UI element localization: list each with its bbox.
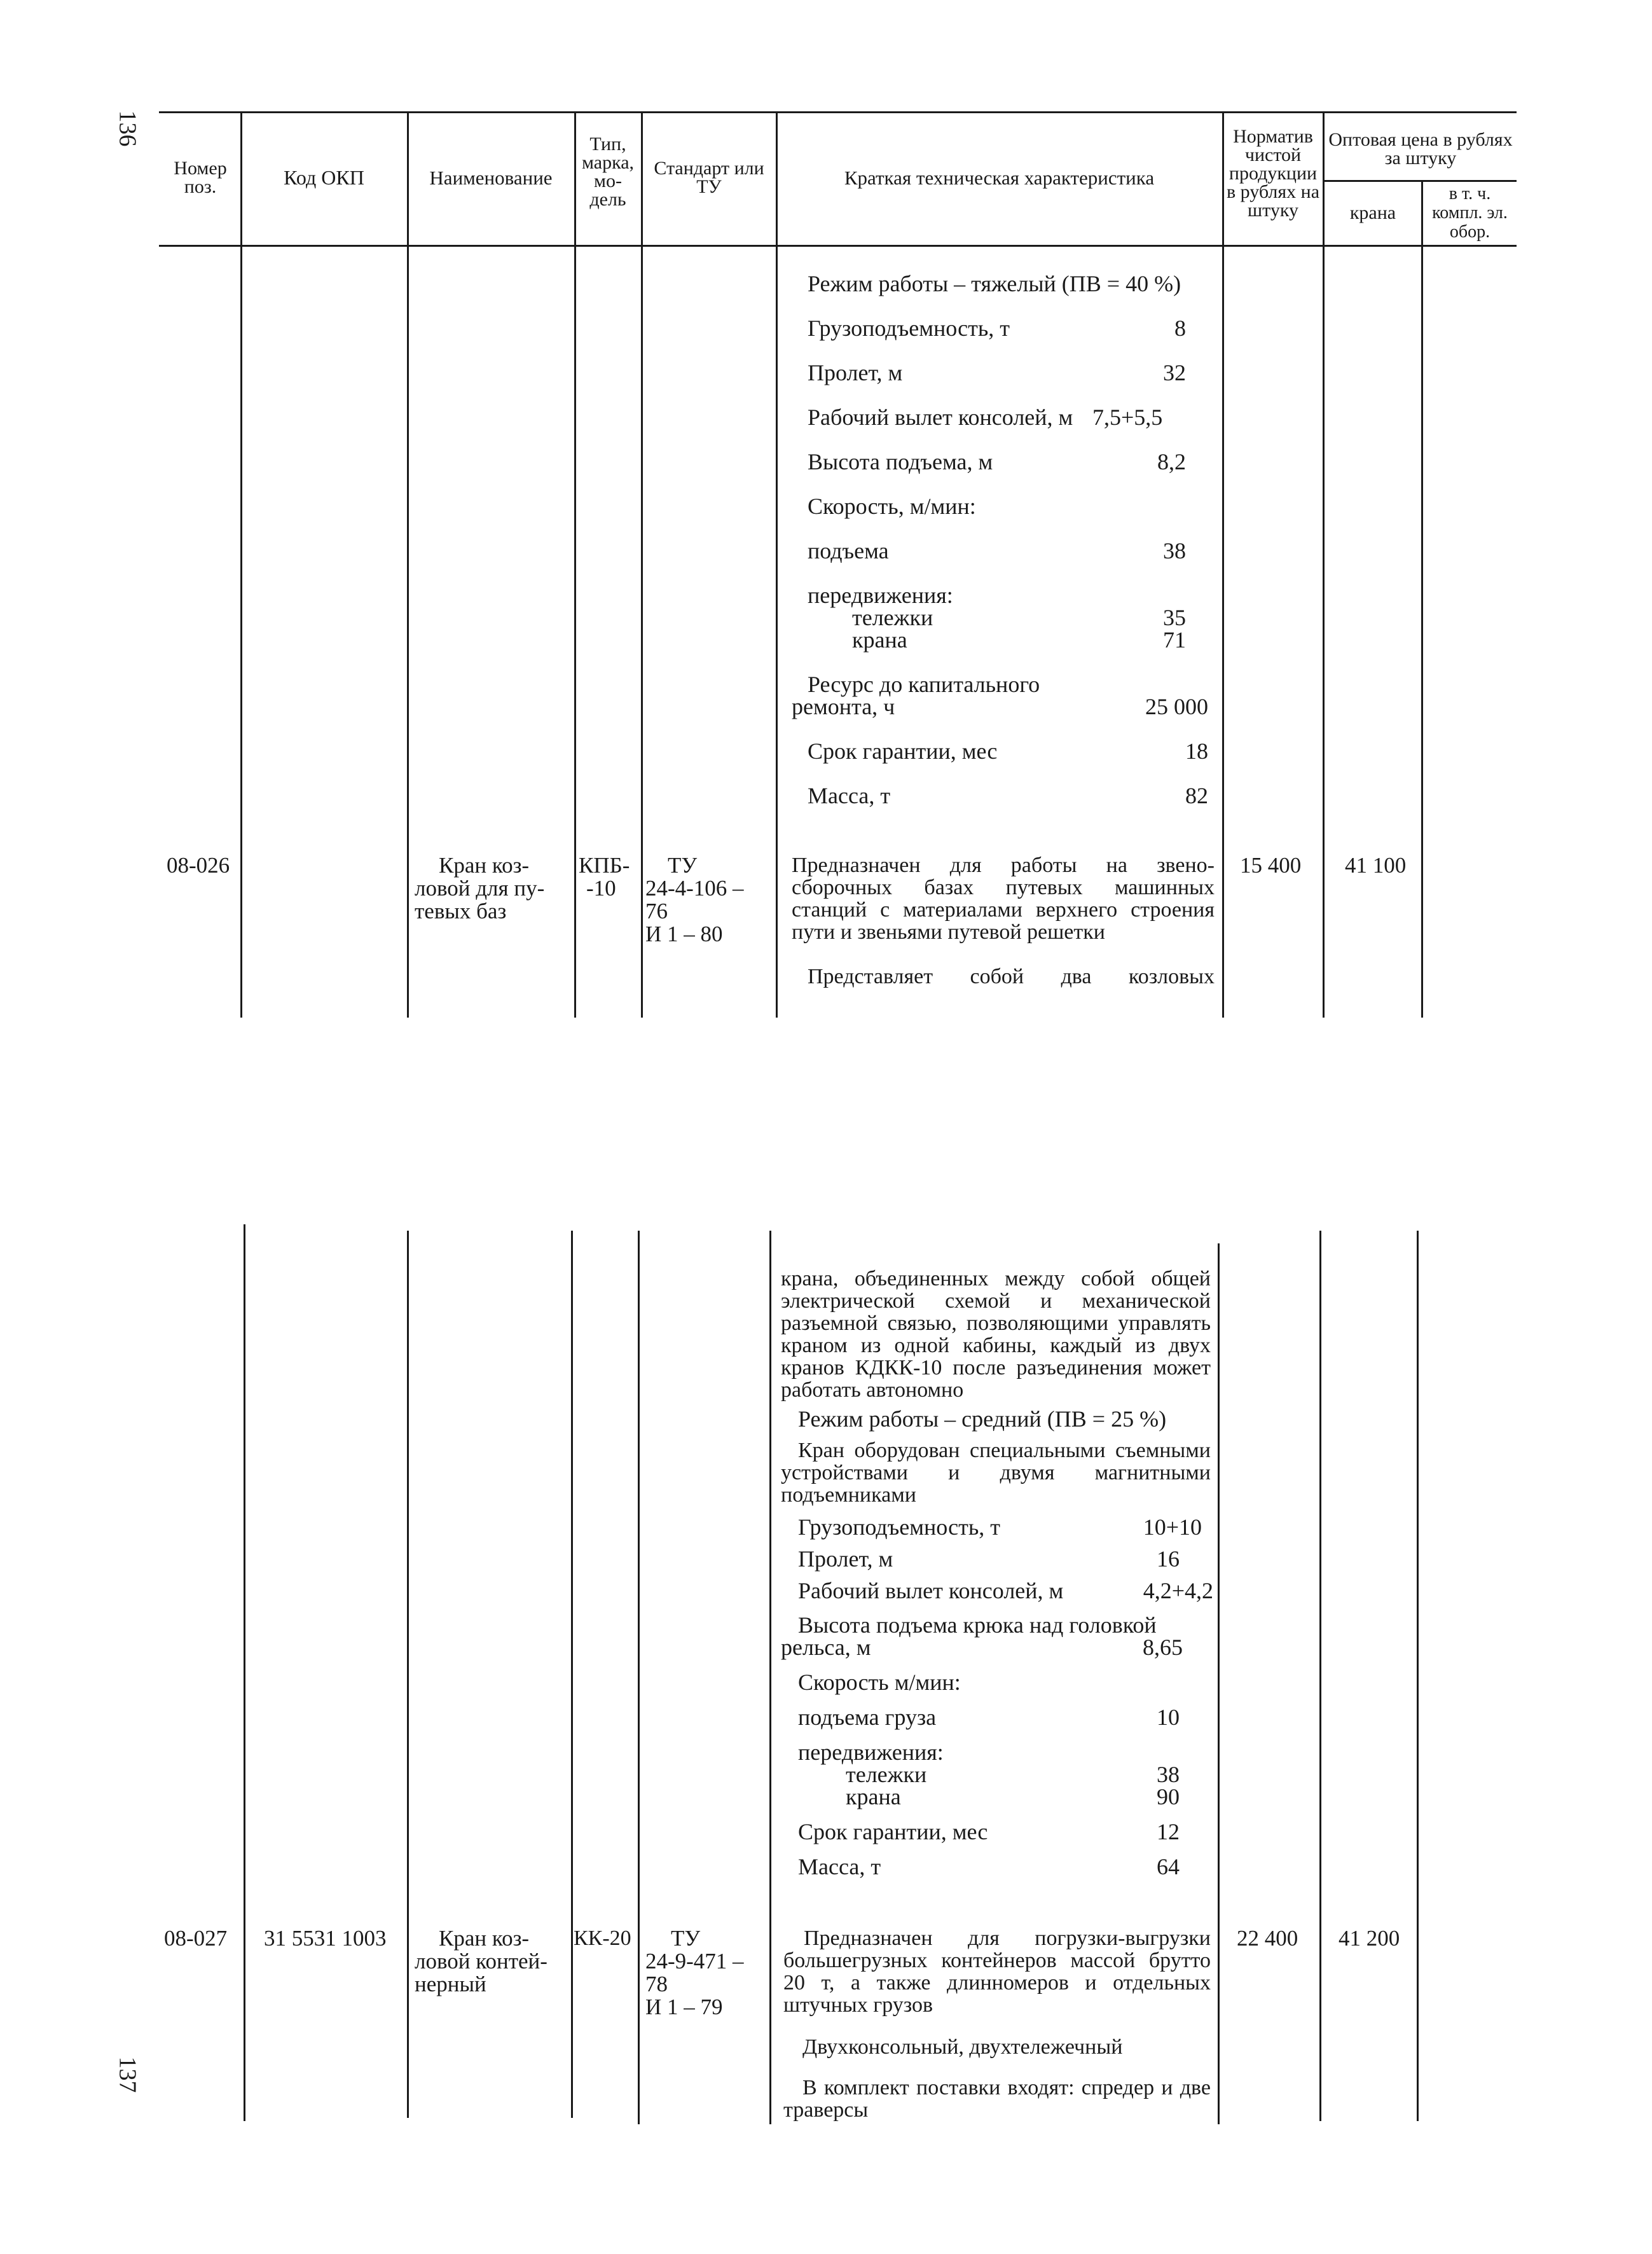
item2-pos: 08-027 [164,1926,228,1951]
col2-rule-6 [1218,1243,1220,2124]
item1-standard-line4: И 1 – 80 [645,922,723,946]
spec1-warranty-value: 18 [1185,738,1208,764]
item1-pos: 08-026 [167,853,230,878]
header-norm: Норматив чистой продукции в рублях на штуку [1226,126,1320,221]
header-price-equip: в т. ч. компл. эл. обор. [1432,184,1508,242]
item2-equipment-text: Кран оборудован специальными съемными устройствами и двумя магнитными подъемниками [781,1439,1211,1507]
col-rule-6 [1222,111,1224,1018]
spec1-trolley-value: 35 [1163,605,1186,630]
spec1-repair-value: 25 000 [1145,694,1208,719]
spec1-crane-label: крана [852,627,907,653]
spec1-load-value: 8 [1174,315,1186,341]
price-sub-rule [1323,180,1517,182]
col-rule-3 [574,111,576,1018]
spec1-crane-value: 71 [1163,627,1186,653]
item1-standard-line3: 76 [645,899,668,923]
header-name: Наименование [429,167,553,189]
spec1-reach-value: 7,5+5,5 [1092,404,1163,430]
item2-type-line1: КК-20 [574,1926,631,1950]
col2-rule-1 [244,1224,245,2121]
spec2-trolley-value: 38 [1157,1762,1180,1787]
col-rule-5 [776,111,778,1018]
spec1-span-label: Пролет, м [808,360,903,385]
spec2-travel-label: передвижения: [798,1739,944,1765]
spec1-resource-label: Ресурс до капитального [808,672,1040,697]
header-bottom-rule [159,245,1517,247]
spec2-crane-value: 90 [1157,1784,1180,1809]
item1-name-line2: ловой для пу- [415,876,545,901]
header-tech: Краткая техническая характеристика [844,167,1155,189]
item1-name-line3: тевых баз [415,899,507,923]
spec1-reach-label: Рабочий вылет консолей, м [808,404,1073,430]
item2-standard-line1: ТУ [671,1926,701,1951]
spec2-reach-value: 4,2+4,2 [1143,1578,1213,1603]
col-rule-8 [1421,180,1423,1018]
header-okp: Код ОКП [284,166,364,189]
item1-norm: 15 400 [1240,853,1302,878]
item2-name-line2: ловой контей- [415,1949,547,1974]
item1-standard-line1: ТУ [668,853,698,878]
spec2-rail-value: 8,65 [1143,1635,1183,1660]
item2-okp: 31 5531 1003 [264,1926,387,1951]
spec1-mass-value: 82 [1185,783,1208,808]
spec2-span-value: 16 [1157,1546,1180,1572]
spec2-warranty-label: Срок гарантии, мес [798,1819,988,1844]
col-rule-1 [240,111,242,1018]
spec2-span-label: Пролет, м [798,1546,893,1572]
col2-rule-3 [571,1231,573,2118]
spec1-speed-label: Скорость, м/мин: [808,494,976,519]
header-price: Оптовая цена в рублях за штуку [1328,129,1513,169]
item2-description: Предназначен для погрузки-выгрузки большегрузных контейнеров массой брутто 20 т, а также длинномеров и отдельных штучных грузов [783,1926,1211,2017]
item1-description: Предназначен для работы на звено-сборочных базах путевых машинных станций с материалами верхнего строения пути и звеньями путевой решетки [792,854,1215,944]
item1-type-line2: -10 [586,876,616,901]
spec1-trolley-label: тележки [852,605,933,630]
header-type: Тип, марка, мо- дель [581,134,635,210]
col-rule-2 [407,111,409,1018]
col-rule-4 [641,111,643,1018]
spec1-height-value: 8,2 [1157,449,1186,474]
item2-standard-line2: 24-9-471 – [645,1949,744,1974]
col2-rule-2 [407,1231,409,2118]
spec2-height-label: Высота подъема крюка над головкой [798,1612,1157,1638]
spec1-lift-value: 38 [1163,538,1186,564]
spec2-mode: Режим работы – средний (ПВ = 25 %) [798,1406,1167,1432]
col2-rule-7 [1319,1231,1321,2121]
spec2-speed-label: Скорость м/мин: [798,1670,961,1695]
col2-rule-5 [769,1231,771,2124]
spec2-mass-value: 64 [1157,1854,1180,1879]
spec1-mass-label: Масса, т [808,783,891,808]
spec1-travel-label: передвижения: [808,583,953,608]
col-rule-7 [1323,111,1325,1018]
spec2-mass-label: Масса, т [798,1854,881,1879]
header-standard: Стандарт или ТУ [654,158,764,197]
item2-description-2: Двухконсольный, двухтележечный [802,2035,1123,2059]
spec2-rail-label: рельса, м [781,1635,871,1660]
item2-name-line1: Кран коз- [439,1926,530,1951]
spec2-trolley-label: тележки [846,1762,927,1787]
header-pos: Номер поз. [174,158,227,197]
spec1-span-value: 32 [1163,360,1186,385]
item2-intro: крана, объединенных между собой общей электрической схемой и механической разъемной связью, позволяющими управлять краном из одной кабины, каждый из двух кранов КДКК-10 после разъединения может работать автономно [781,1267,1211,1402]
item1-description-2: Представляет собой два козловых [808,965,1215,988]
item1-price: 41 100 [1345,853,1407,878]
col2-rule-4 [638,1231,640,2124]
spec2-load-value: 10+10 [1143,1514,1202,1540]
spec1-load-label: Грузоподъемность, т [808,315,1010,341]
spec1-mode: Режим работы – тяжелый (ПВ = 40 %) [808,271,1181,296]
spec1-repair-label: ремонта, ч [792,694,895,719]
spec2-lift-value: 10 [1157,1704,1180,1730]
item2-description-3: В комплект поставки входят: спредер и две траверсы [783,2076,1211,2122]
item1-standard-line2: 24-4-106 – [645,876,744,901]
item2-norm: 22 400 [1237,1926,1298,1951]
spec2-lift-label: подъема груза [798,1704,937,1730]
spec2-load-label: Грузоподъемность, т [798,1514,1001,1540]
header-top-rule [159,111,1517,113]
spec2-crane-label: крана [846,1784,901,1809]
spec1-height-label: Высота подъема, м [808,449,993,474]
spec2-reach-label: Рабочий вылет консолей, м [798,1578,1064,1603]
item1-name-line1: Кран коз- [439,853,530,878]
item1-type-line1: КПБ- [579,853,630,878]
col2-rule-8 [1417,1231,1419,2121]
item2-price: 41 200 [1339,1926,1400,1951]
header-price-crane: крана [1349,202,1396,223]
page-number-top: 136 [114,110,141,147]
item2-name-line3: нерный [415,1972,486,1996]
spec1-warranty-label: Срок гарантии, мес [808,738,998,764]
spec2-warranty-value: 12 [1157,1819,1180,1844]
item2-standard-line3: 78 [645,1972,668,1996]
spec1-lift-label: подъема [808,538,889,564]
item2-standard-line4: И 1 – 79 [645,1995,723,2019]
page-number-bottom: 137 [114,2056,141,2093]
